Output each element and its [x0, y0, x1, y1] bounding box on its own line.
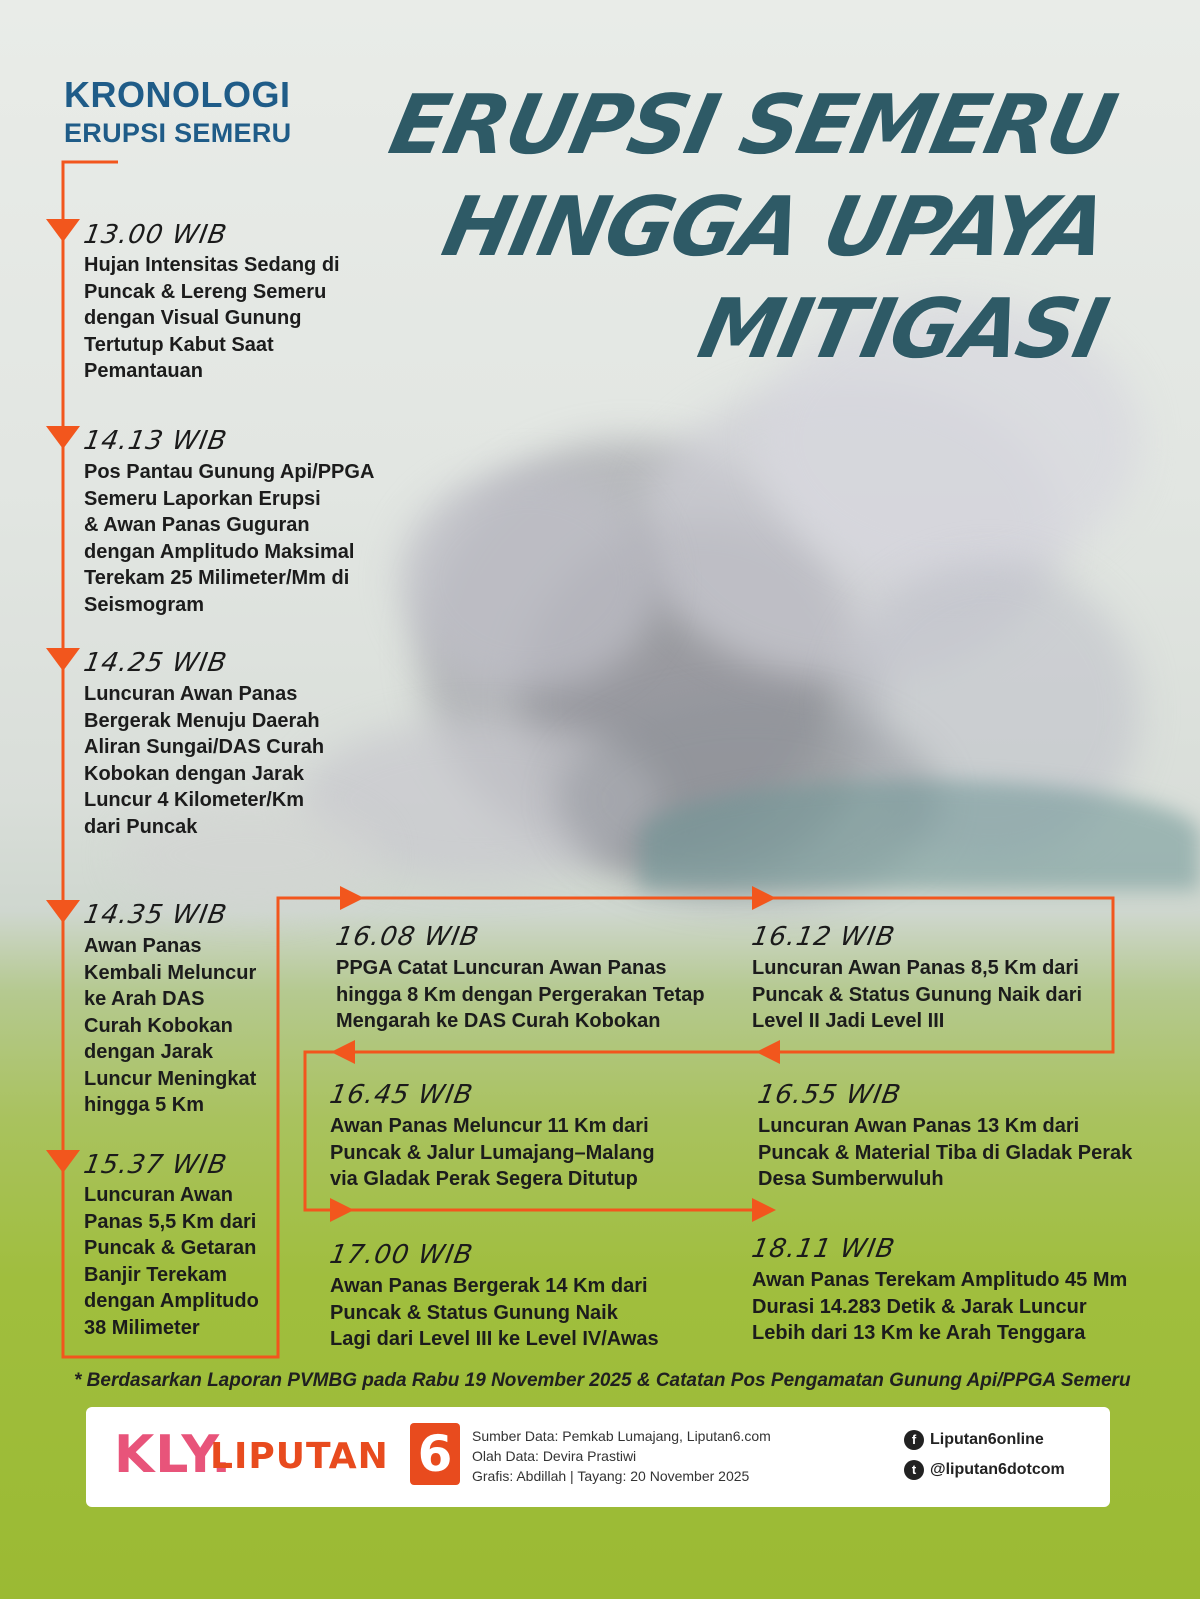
desc-line: dengan Amplitudo: [84, 1290, 259, 1312]
desc-line: Luncuran Awan: [84, 1184, 233, 1206]
desc-line: Semeru Laporkan Erupsi: [84, 487, 321, 510]
timeline-description: [84, 681, 324, 840]
desc-line: Terekam 25 Milimeter/Mm di: [84, 567, 350, 589]
timeline-arrow-icon: [46, 426, 80, 449]
timeline-arrow-icon: [46, 900, 80, 923]
timeline-time: 14.25 WIB: [81, 648, 230, 678]
timeline-description: [336, 955, 705, 1035]
timeline-description: [84, 459, 374, 618]
main-title-line-1: ERUPSI SEMERU: [381, 78, 1123, 173]
desc-line: Luncuran Awan Panas 13 Km dari: [758, 1115, 1080, 1137]
timeline-description: [84, 933, 256, 1119]
kronologi-subheading: ERUPSI SEMERU: [64, 118, 292, 148]
timeline-time: 16.12 WIB: [749, 922, 898, 952]
desc-line: Luncur Meningkat: [84, 1067, 257, 1090]
timeline-time: 13.00 WIB: [81, 220, 230, 250]
desc-line: Desa Sumberwuluh: [758, 1168, 944, 1190]
desc-line: Curah Kobokan: [84, 1014, 233, 1037]
desc-line: dari Puncak: [84, 815, 198, 838]
timeline-time: 14.13 WIB: [81, 426, 230, 456]
twitter-handle[interactable]: [904, 1460, 1065, 1480]
desc-line: Seismogram: [84, 593, 205, 616]
credit-data-processing: Olah Data: Devira Prastiwi: [472, 1448, 637, 1464]
timeline-arrow-icon: [46, 648, 80, 671]
timeline-description: [84, 252, 340, 385]
desc-line: Lebih dari 13 Km ke Arah Tenggara: [752, 1322, 1086, 1344]
facebook-handle[interactable]: [904, 1430, 1044, 1450]
timeline-description: [752, 1267, 1127, 1347]
main-title-line-2: HINGGA UPAYA: [435, 180, 1115, 275]
desc-line: ke Arah DAS: [84, 988, 205, 1010]
liputan6-logo-text: LIPUTAN: [210, 1436, 389, 1477]
timeline-time: 16.08 WIB: [333, 922, 482, 952]
desc-line: Awan Panas Terekam Amplitudo 45 Mm: [752, 1269, 1128, 1291]
desc-line: hingga 8 Km dengan Pergerakan Tetap: [336, 983, 705, 1006]
desc-line: 38 Milimeter: [84, 1316, 200, 1339]
desc-line: Luncuran Awan Panas: [84, 683, 298, 705]
desc-line: Durasi 14.283 Detik & Jarak Luncur: [752, 1295, 1087, 1318]
timeline-arrow-icon: [756, 1040, 780, 1064]
desc-line: Awan Panas Meluncur 11 Km dari: [330, 1115, 649, 1137]
timeline-description: [84, 1182, 259, 1341]
credit-graphics: Grafis: Abdillah | Tayang: 20 November 2025: [472, 1468, 750, 1484]
desc-line: Tertutup Kabut Saat: [84, 333, 274, 356]
desc-line: Puncak & Status Gunung Naik: [330, 1301, 618, 1324]
desc-line: Panas 5,5 Km dari: [84, 1210, 257, 1233]
desc-line: Puncak & Getaran: [84, 1237, 257, 1259]
desc-line: Puncak & Jalur Lumajang–Malang: [330, 1141, 655, 1164]
footnote: * Berdasarkan Laporan PVMBG pada Rabu 19 November 2025 & Catatan Pos Pengamatan Gunung Api/PPGA Semeru: [74, 1370, 1131, 1391]
desc-line: & Awan Panas Guguran: [84, 514, 310, 536]
twitter-icon: t: [904, 1460, 924, 1480]
timeline-description: [752, 955, 1082, 1035]
liputan6-logo-badge: 6: [410, 1423, 460, 1485]
desc-line: Luncur 4 Kilometer/Km: [84, 789, 305, 811]
kly-logo-text: KLY.: [114, 1425, 233, 1485]
desc-line: Hujan Intensitas Sedang di: [84, 254, 340, 276]
kronologi-heading: KRONOLOGI: [64, 74, 291, 115]
facebook-icon: f: [904, 1430, 924, 1450]
timeline-time: 14.35 WIB: [81, 900, 230, 930]
timeline-arrow-icon: [752, 886, 776, 910]
desc-line: Banjir Terekam: [84, 1263, 228, 1286]
timeline-arrow-icon: [340, 886, 364, 910]
timeline-description: [330, 1113, 655, 1193]
desc-line: Awan Panas: [84, 935, 202, 957]
desc-line: dengan Jarak: [84, 1041, 213, 1063]
desc-line: Pemantauan: [84, 360, 203, 382]
desc-line: via Gladak Perak Segera Ditutup: [330, 1168, 638, 1190]
timeline-time: 15.37 WIB: [81, 1150, 230, 1180]
desc-line: PPGA Catat Luncuran Awan Panas: [336, 957, 667, 979]
facebook-handle-text: Liputan6online: [930, 1431, 1044, 1449]
credit-source: Sumber Data: Pemkab Lumajang, Liputan6.com: [472, 1428, 771, 1444]
timeline-arrow-icon: [46, 1150, 80, 1173]
desc-line: Awan Panas Bergerak 14 Km dari: [330, 1275, 648, 1297]
desc-line: Bergerak Menuju Daerah: [84, 709, 320, 732]
timeline-arrow-icon: [46, 219, 80, 242]
timeline-time: 16.55 WIB: [755, 1080, 904, 1110]
timeline-time: 16.45 WIB: [327, 1080, 476, 1110]
timeline-description: [758, 1113, 1132, 1193]
timeline-arrow-icon: [330, 1198, 354, 1222]
timeline-arrow-icon: [752, 1198, 776, 1222]
twitter-handle-text: @liputan6dotcom: [930, 1461, 1065, 1479]
timeline-time: 17.00 WIB: [327, 1240, 476, 1270]
desc-line: hingga 5 Km: [84, 1094, 205, 1116]
desc-line: Kembali Meluncur: [84, 961, 257, 984]
desc-line: Puncak & Material Tiba di Gladak Perak: [758, 1141, 1133, 1164]
desc-line: Kobokan dengan Jarak: [84, 762, 305, 785]
desc-line: Mengarah ke DAS Curah Kobokan: [336, 1010, 661, 1032]
main-title-line-3: MITIGASI: [691, 282, 1115, 377]
timeline-arrow-icon: [331, 1040, 355, 1064]
timeline-time: 18.11 WIB: [749, 1234, 898, 1264]
desc-line: dengan Visual Gunung: [84, 307, 302, 329]
desc-line: Puncak & Status Gunung Naik dari: [752, 983, 1083, 1006]
desc-line: Luncuran Awan Panas 8,5 Km dari: [752, 957, 1079, 979]
desc-line: Puncak & Lereng Semeru: [84, 280, 327, 303]
desc-line: Pos Pantau Gunung Api/PPGA: [84, 461, 375, 483]
desc-line: Aliran Sungai/DAS Curah: [84, 736, 325, 758]
desc-line: Level II Jadi Level III: [752, 1010, 945, 1032]
timeline-description: [330, 1273, 659, 1353]
desc-line: dengan Amplitudo Maksimal: [84, 540, 355, 563]
desc-line: Lagi dari Level III ke Level IV/Awas: [330, 1328, 659, 1350]
